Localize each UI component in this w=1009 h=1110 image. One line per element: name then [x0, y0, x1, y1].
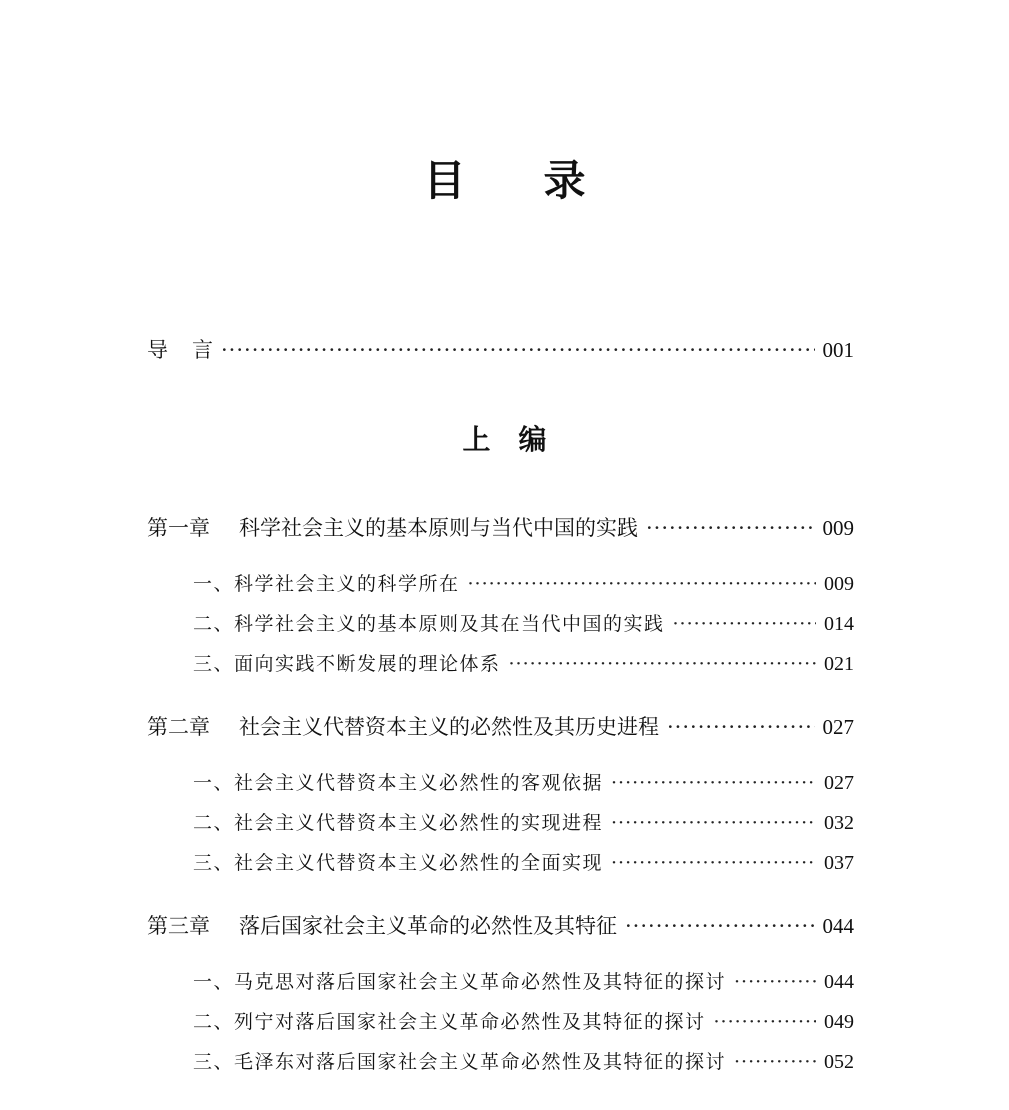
chapter-label	[147, 711, 659, 741]
section-char-2: 编	[518, 423, 547, 456]
section-title: 一、马克思对落后国家社会主义革命必然性及其特征的探讨	[193, 971, 727, 993]
dot-leader	[611, 812, 816, 834]
toc-section-1-1[interactable]	[193, 569, 854, 596]
section-title: 二、社会主义代替资本主义必然性的实现进程	[193, 812, 604, 834]
dot-leader	[611, 772, 816, 794]
page-number: 037	[824, 852, 854, 874]
section-title: 二、列宁对落后国家社会主义革命必然性及其特征的探讨	[193, 1011, 706, 1033]
dot-leader	[734, 1051, 816, 1073]
chapter-number: 第一章	[147, 516, 210, 540]
title-char-2: 录	[543, 156, 586, 205]
toc-section-2-3[interactable]	[193, 848, 854, 875]
toc-chapter-3[interactable]	[147, 910, 854, 940]
page-number: 027	[822, 715, 854, 739]
page-number: 032	[824, 812, 854, 834]
page-number: 052	[824, 1051, 854, 1073]
section-title: 三、社会主义代替资本主义必然性的全面实现	[193, 852, 604, 874]
toc-section-2-1[interactable]	[193, 768, 854, 795]
page-number: 049	[824, 1011, 854, 1033]
dot-leader	[625, 914, 815, 938]
section-title: 一、科学社会主义的科学所在	[193, 573, 460, 595]
page-number: 001	[822, 338, 854, 362]
toc-section-1-3[interactable]	[193, 649, 854, 676]
page-number: 044	[824, 971, 854, 993]
chapter-number: 第三章	[147, 914, 210, 938]
toc-section-3-3[interactable]	[193, 1047, 854, 1074]
page-number: 014	[824, 613, 854, 635]
chapter-label	[147, 512, 638, 542]
page-number: 027	[824, 772, 854, 794]
toc-section-3-2[interactable]	[193, 1007, 854, 1034]
dot-leader	[509, 653, 816, 675]
chapter-title: 落后国家社会主义革命的必然性及其特征	[239, 914, 617, 938]
page-number: 009	[824, 573, 854, 595]
section-title: 一、社会主义代替资本主义必然性的客观依据	[193, 772, 604, 794]
dot-leader	[221, 338, 815, 362]
toc-chapter-2[interactable]	[147, 711, 854, 741]
section-title: 三、面向实践不断发展的理论体系	[193, 653, 501, 675]
toc-intro-entry[interactable]	[147, 334, 854, 364]
toc-section-2-2[interactable]	[193, 808, 854, 835]
chapter-label	[147, 910, 617, 940]
dot-leader	[734, 971, 816, 993]
page-number: 021	[824, 653, 854, 675]
section-heading	[0, 418, 1009, 458]
dot-leader	[468, 573, 816, 595]
toc-chapter-1[interactable]	[147, 512, 854, 542]
intro-label	[147, 334, 213, 364]
page-number: 009	[822, 516, 854, 540]
page-number: 044	[822, 914, 854, 938]
chapter-number: 第二章	[147, 715, 210, 739]
dot-leader	[714, 1011, 816, 1033]
section-char-1: 上	[462, 423, 491, 456]
dot-leader	[667, 715, 815, 739]
chapter-title: 社会主义代替资本主义的必然性及其历史进程	[239, 715, 659, 739]
section-title: 三、毛泽东对落后国家社会主义革命必然性及其特征的探讨	[193, 1051, 727, 1073]
dot-leader	[646, 516, 815, 540]
section-title: 二、科学社会主义的基本原则及其在当代中国的实践	[193, 613, 665, 635]
title-char-1: 目	[423, 156, 466, 205]
chapter-title: 科学社会主义的基本原则与当代中国的实践	[239, 516, 638, 540]
page-title	[0, 148, 1009, 208]
intro-label-char-1: 导	[147, 338, 168, 362]
dot-leader	[611, 852, 816, 874]
intro-label-char-2: 言	[192, 338, 213, 362]
dot-leader	[673, 613, 816, 635]
toc-section-1-2[interactable]	[193, 609, 854, 636]
toc-section-3-1[interactable]	[193, 967, 854, 994]
